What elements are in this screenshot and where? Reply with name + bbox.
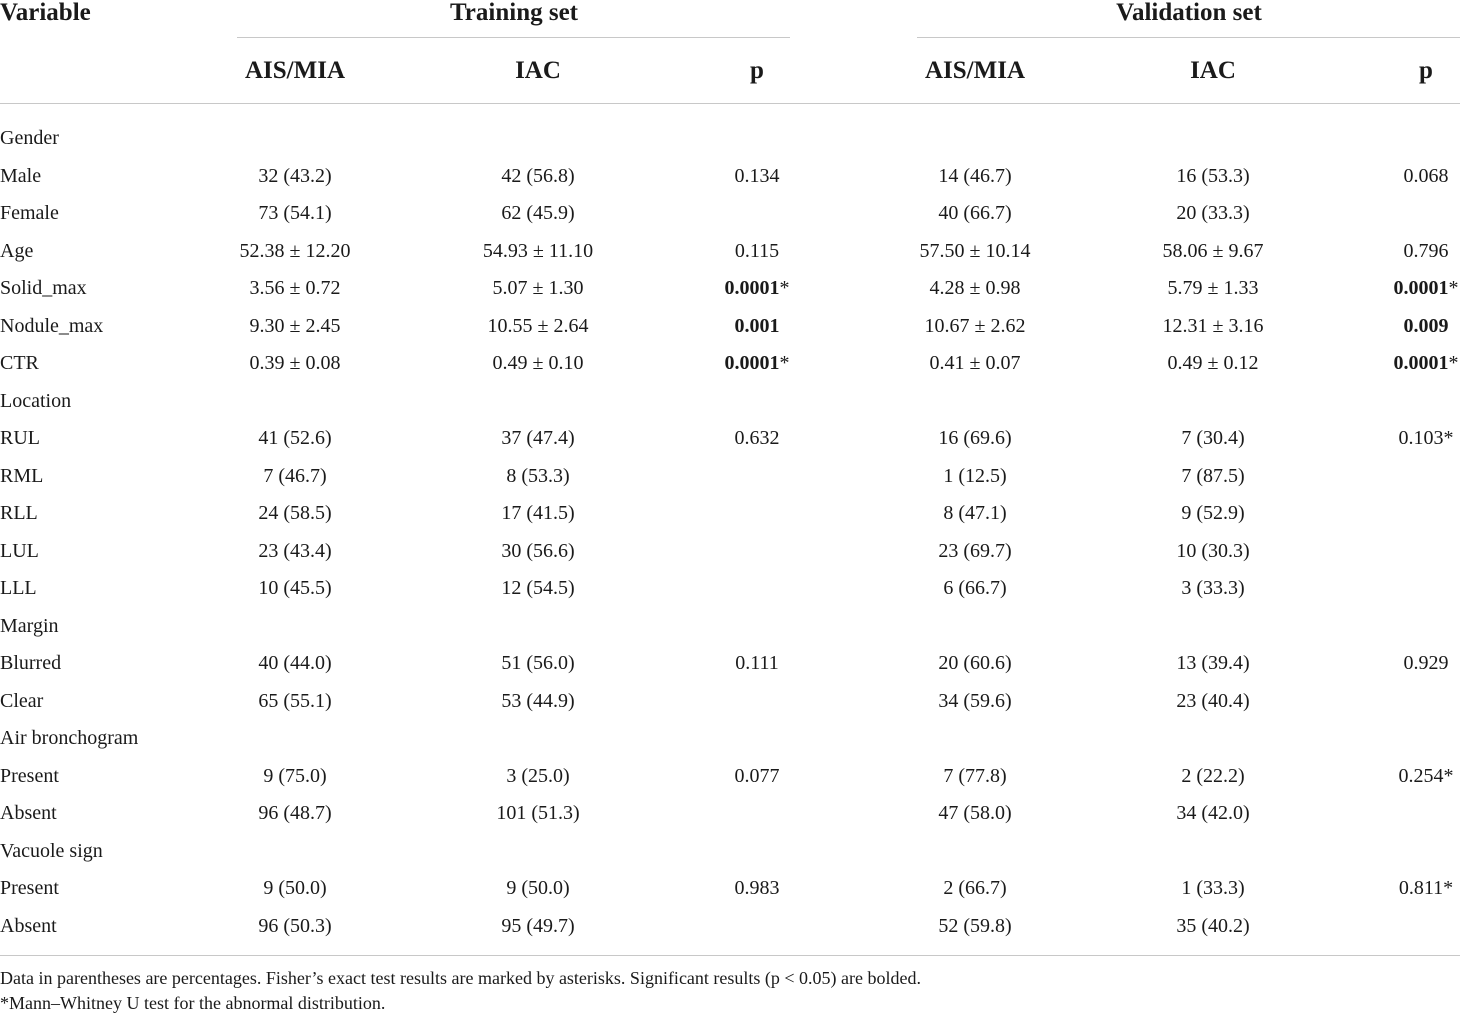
row-label: Present bbox=[0, 765, 59, 787]
validation-iac-cell: 58.06 ± 9.67 bbox=[1162, 240, 1264, 262]
training-p-cell: 0.077 bbox=[734, 765, 780, 787]
training-iac-cell: 9 (50.0) bbox=[506, 877, 570, 899]
validation-ais-mia-header: AIS/MIA bbox=[924, 57, 1026, 84]
validation-ais-mia-cell: 10.67 ± 2.62 bbox=[924, 315, 1026, 337]
validation-ais-mia-cell: 52 (59.8) bbox=[938, 915, 1012, 937]
validation-ais-mia-cell: 34 (59.6) bbox=[938, 690, 1012, 712]
training-p-cell: 0.115 bbox=[734, 240, 780, 262]
training-p-cell: 0.111 bbox=[735, 652, 779, 674]
training-iac-cell: 8 (53.3) bbox=[506, 465, 570, 487]
validation-iac-cell: 3 (33.3) bbox=[1181, 577, 1245, 599]
row-label: Male bbox=[0, 165, 42, 187]
row-label: CTR bbox=[0, 352, 39, 374]
training-ais-mia-cell: 73 (54.1) bbox=[258, 202, 332, 224]
validation-p-cell: 0.0001* bbox=[1393, 352, 1459, 374]
row-label: Nodule_max bbox=[0, 315, 104, 337]
training-ais-mia-cell: 41 (52.6) bbox=[258, 427, 332, 449]
training-ais-mia-cell: 24 (58.5) bbox=[258, 502, 332, 524]
training-ais-mia-header: AIS/MIA bbox=[244, 57, 346, 84]
row-label: Air bronchogram bbox=[0, 727, 139, 749]
row-label: Clear bbox=[0, 690, 44, 712]
training-ais-mia-cell: 23 (43.4) bbox=[258, 540, 332, 562]
training-iac-cell: 42 (56.8) bbox=[501, 165, 575, 187]
table-bottom-rule bbox=[0, 955, 1460, 956]
validation-p-cell: 0.929 bbox=[1403, 652, 1449, 674]
training-iac-cell: 0.49 ± 0.10 bbox=[492, 352, 584, 374]
validation-ais-mia-cell: 20 (60.6) bbox=[938, 652, 1012, 674]
row-label: Absent bbox=[0, 915, 57, 937]
validation-iac-cell: 35 (40.2) bbox=[1176, 915, 1250, 937]
validation-iac-header: IAC bbox=[1190, 57, 1236, 84]
training-ais-mia-cell: 3.56 ± 0.72 bbox=[249, 277, 341, 299]
variable-header: Variable bbox=[0, 0, 91, 26]
training-ais-mia-cell: 7 (46.7) bbox=[263, 465, 327, 487]
validation-set-header: Validation set bbox=[1116, 0, 1262, 26]
training-p-cell: 0.0001* bbox=[724, 277, 790, 299]
validation-ais-mia-cell: 6 (66.7) bbox=[943, 577, 1007, 599]
validation-p-cell: 0.0001* bbox=[1393, 277, 1459, 299]
validation-p-cell: 0.254* bbox=[1398, 765, 1454, 787]
training-ais-mia-cell: 0.39 ± 0.08 bbox=[249, 352, 341, 374]
validation-ais-mia-cell: 7 (77.8) bbox=[943, 765, 1007, 787]
fisher-asterisk: * bbox=[1443, 765, 1454, 787]
row-label: LUL bbox=[0, 540, 39, 562]
training-iac-cell: 17 (41.5) bbox=[501, 502, 575, 524]
training-set-underline bbox=[237, 37, 790, 38]
training-ais-mia-cell: 40 (44.0) bbox=[258, 652, 332, 674]
row-label: RLL bbox=[0, 502, 38, 524]
training-ais-mia-cell: 9 (75.0) bbox=[263, 765, 327, 787]
training-iac-cell: 62 (45.9) bbox=[501, 202, 575, 224]
row-label: Solid_max bbox=[0, 277, 87, 299]
row-label: Blurred bbox=[0, 652, 62, 674]
validation-ais-mia-cell: 40 (66.7) bbox=[938, 202, 1012, 224]
training-iac-cell: 3 (25.0) bbox=[506, 765, 570, 787]
training-ais-mia-cell: 10 (45.5) bbox=[258, 577, 332, 599]
fisher-asterisk: * bbox=[779, 352, 790, 374]
validation-iac-cell: 7 (87.5) bbox=[1181, 465, 1245, 487]
validation-p-cell: 0.068 bbox=[1403, 165, 1449, 187]
validation-iac-cell: 13 (39.4) bbox=[1176, 652, 1250, 674]
row-label: Age bbox=[0, 240, 34, 262]
validation-ais-mia-cell: 4.28 ± 0.98 bbox=[929, 277, 1021, 299]
header-bottom-rule bbox=[0, 103, 1460, 104]
training-iac-cell: 12 (54.5) bbox=[501, 577, 575, 599]
validation-ais-mia-cell: 14 (46.7) bbox=[938, 165, 1012, 187]
validation-ais-mia-cell: 16 (69.6) bbox=[938, 427, 1012, 449]
training-iac-cell: 54.93 ± 11.10 bbox=[482, 240, 594, 262]
validation-iac-cell: 7 (30.4) bbox=[1181, 427, 1245, 449]
training-p-cell: 0.983 bbox=[734, 877, 780, 899]
row-label: Gender bbox=[0, 127, 59, 149]
validation-iac-cell: 34 (42.0) bbox=[1176, 802, 1250, 824]
training-iac-cell: 51 (56.0) bbox=[501, 652, 575, 674]
validation-iac-cell: 9 (52.9) bbox=[1181, 502, 1245, 524]
row-label: Female bbox=[0, 202, 59, 224]
row-label: Absent bbox=[0, 802, 57, 824]
training-ais-mia-cell: 96 (48.7) bbox=[258, 802, 332, 824]
validation-ais-mia-cell: 47 (58.0) bbox=[938, 802, 1012, 824]
validation-iac-cell: 0.49 ± 0.12 bbox=[1167, 352, 1259, 374]
validation-set-underline bbox=[917, 37, 1460, 38]
training-p-header: p bbox=[750, 57, 764, 84]
training-iac-cell: 101 (51.3) bbox=[496, 802, 580, 824]
training-iac-cell: 5.07 ± 1.30 bbox=[492, 277, 584, 299]
training-ais-mia-cell: 65 (55.1) bbox=[258, 690, 332, 712]
training-ais-mia-cell: 52.38 ± 12.20 bbox=[239, 240, 351, 262]
training-p-cell: 0.134 bbox=[734, 165, 780, 187]
row-label: Present bbox=[0, 877, 59, 899]
validation-ais-mia-cell: 0.41 ± 0.07 bbox=[929, 352, 1021, 374]
fisher-asterisk: * bbox=[1448, 352, 1459, 374]
validation-ais-mia-cell: 2 (66.7) bbox=[943, 877, 1007, 899]
training-iac-header: IAC bbox=[515, 57, 561, 84]
row-label: RML bbox=[0, 465, 44, 487]
training-ais-mia-cell: 96 (50.3) bbox=[258, 915, 332, 937]
row-label: Margin bbox=[0, 615, 59, 637]
validation-iac-cell: 10 (30.3) bbox=[1176, 540, 1250, 562]
validation-p-cell: 0.103* bbox=[1398, 427, 1454, 449]
validation-iac-cell: 5.79 ± 1.33 bbox=[1167, 277, 1259, 299]
training-iac-cell: 10.55 ± 2.64 bbox=[487, 315, 589, 337]
validation-iac-cell: 2 (22.2) bbox=[1181, 765, 1245, 787]
training-ais-mia-cell: 9 (50.0) bbox=[263, 877, 327, 899]
fisher-asterisk: * bbox=[1448, 277, 1459, 299]
training-iac-cell: 37 (47.4) bbox=[501, 427, 575, 449]
row-label: Vacuole sign bbox=[0, 840, 103, 862]
training-iac-cell: 30 (56.6) bbox=[501, 540, 575, 562]
training-p-cell: 0.632 bbox=[734, 427, 780, 449]
training-set-header: Training set bbox=[449, 0, 579, 26]
training-p-cell: 0.001 bbox=[734, 315, 780, 337]
validation-p-header: p bbox=[1419, 57, 1433, 84]
fisher-asterisk: * bbox=[1443, 427, 1454, 449]
validation-p-cell: 0.811* bbox=[1398, 877, 1454, 899]
row-label: Location bbox=[0, 390, 72, 412]
validation-iac-cell: 20 (33.3) bbox=[1176, 202, 1250, 224]
validation-iac-cell: 23 (40.4) bbox=[1176, 690, 1250, 712]
training-p-cell: 0.0001* bbox=[724, 352, 790, 374]
validation-ais-mia-cell: 1 (12.5) bbox=[943, 465, 1007, 487]
validation-iac-cell: 12.31 ± 3.16 bbox=[1162, 315, 1264, 337]
validation-ais-mia-cell: 57.50 ± 10.14 bbox=[919, 240, 1031, 262]
fisher-asterisk: * bbox=[779, 277, 790, 299]
validation-ais-mia-cell: 8 (47.1) bbox=[943, 502, 1007, 524]
validation-iac-cell: 1 (33.3) bbox=[1181, 877, 1245, 899]
validation-p-cell: 0.796 bbox=[1403, 240, 1449, 262]
training-iac-cell: 53 (44.9) bbox=[501, 690, 575, 712]
validation-p-cell: 0.009 bbox=[1403, 315, 1449, 337]
footnote-mann-whitney: *Mann–Whitney U test for the abnormal distribution. bbox=[0, 993, 386, 1013]
validation-ais-mia-cell: 23 (69.7) bbox=[938, 540, 1012, 562]
row-label: LLL bbox=[0, 577, 37, 599]
training-ais-mia-cell: 32 (43.2) bbox=[258, 165, 332, 187]
fisher-asterisk: * bbox=[1443, 877, 1454, 899]
validation-iac-cell: 16 (53.3) bbox=[1176, 165, 1250, 187]
training-ais-mia-cell: 9.30 ± 2.45 bbox=[249, 315, 341, 337]
training-iac-cell: 95 (49.7) bbox=[501, 915, 575, 937]
footnote-main: Data in parentheses are percentages. Fisher’s exact test results are marked by asterisks. Significant results (p < 0.05) are bolded. bbox=[0, 968, 922, 988]
row-label: RUL bbox=[0, 427, 40, 449]
